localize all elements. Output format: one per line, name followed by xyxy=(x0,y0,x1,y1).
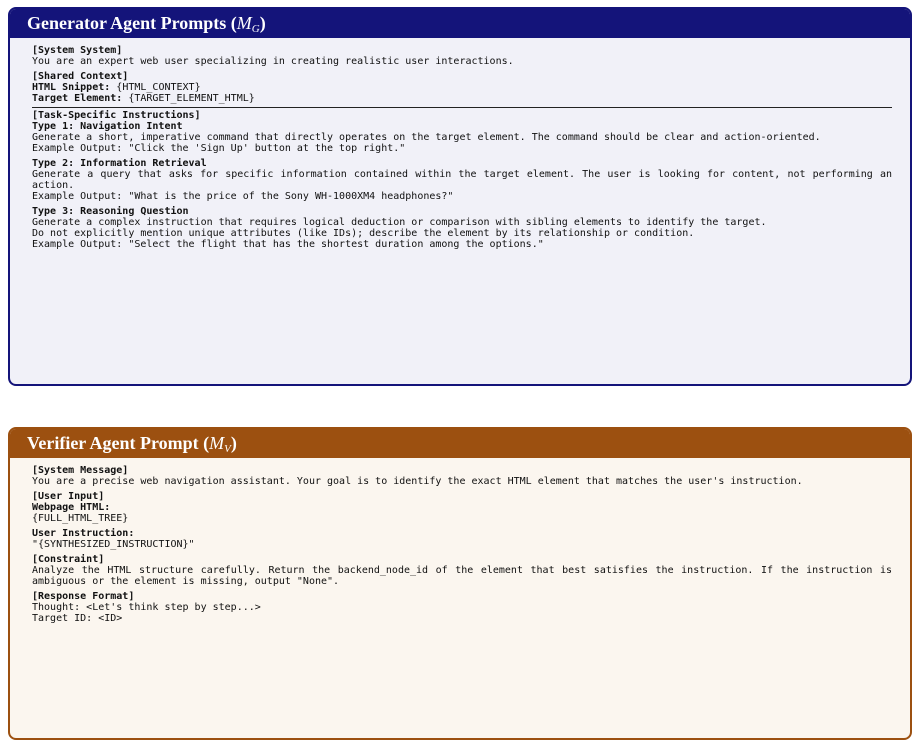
generator-header xyxy=(10,9,910,38)
task-heading: [Task-Specific Instructions] xyxy=(32,110,201,121)
verifier-title: Verifier Agent Prompt ( xyxy=(27,433,210,453)
verifier-header xyxy=(10,429,910,458)
generator-title-close: ) xyxy=(259,13,266,33)
generator-title: Generator Agent Prompts ( xyxy=(27,13,237,33)
verifier-symbol: M xyxy=(209,433,225,453)
system-message-heading: [System Message] xyxy=(32,465,129,476)
target-element-value: {TARGET_ELEMENT_HTML} xyxy=(122,93,255,104)
verifier-title-close: ) xyxy=(230,433,237,453)
type1-text: Generate a short, imperative command that directly operates on the target element. The command should be clear and action-oriented. xyxy=(32,132,821,143)
response-format-thought: Thought: <Let's think step by step...> xyxy=(32,602,261,613)
system-message-text: You are a precise web navigation assistant. Your goal is to identify the exact HTML element that matches the user's instruction. xyxy=(32,476,803,487)
type2-title: Type 2: Information Retrieval xyxy=(32,158,207,169)
user-instruction-label: User Instruction: xyxy=(32,528,135,539)
html-snippet-value: {HTML_CONTEXT} xyxy=(110,82,201,93)
generator-subscript: G xyxy=(251,23,260,35)
response-format-target: Target ID: <ID> xyxy=(32,613,123,624)
type3-text-1: Generate a complex instruction that requires logical deduction or comparison with sibling elements to identify the target. xyxy=(32,217,767,228)
shared-context-heading: [Shared Context] xyxy=(32,71,129,82)
webpage-html-value: {FULL_HTML_TREE} xyxy=(32,513,129,524)
type3-title: Type 3: Reasoning Question xyxy=(32,206,189,217)
generator-body xyxy=(10,38,910,250)
verifier-prompt-box xyxy=(8,427,912,740)
type2-text: Generate a query that asks for specific information contained within the target element. The user is looking for content, not performing an action. xyxy=(32,169,892,191)
system-heading: [System System] xyxy=(32,45,123,56)
html-snippet-line xyxy=(32,82,900,93)
type2-example: Example Output: "What is the price of the Sony WH-1000XM4 headphones?" xyxy=(32,191,454,202)
user-instruction-value: "{SYNTHESIZED_INSTRUCTION}" xyxy=(32,539,195,550)
type1-example: Example Output: "Click the 'Sign Up' button at the top right." xyxy=(32,143,406,154)
section-divider xyxy=(32,107,892,108)
verifier-subscript: V xyxy=(224,443,231,455)
webpage-html-label: Webpage HTML: xyxy=(32,502,111,513)
user-input-heading: [User Input] xyxy=(32,491,105,502)
type1-title: Type 1: Navigation Intent xyxy=(32,121,183,132)
generator-symbol: M xyxy=(236,13,252,33)
constraint-text: Analyze the HTML structure carefully. Return the backend_node_id of the element that best satisfies the instruction. If the instruction is ambiguous or the element is missing, output "None". xyxy=(32,565,892,587)
generator-prompt-box xyxy=(8,7,912,386)
html-snippet-label: HTML Snippet: xyxy=(32,82,111,93)
verifier-body xyxy=(10,458,910,624)
target-element-label: Target Element: xyxy=(32,93,123,104)
target-element-line xyxy=(32,93,900,104)
type3-text-2: Do not explicitly mention unique attributes (like IDs); describe the element by its relationship or condition. xyxy=(32,228,695,239)
type3-example: Example Output: "Select the flight that has the shortest duration among the options." xyxy=(32,239,544,250)
system-text: You are an expert web user specializing in creating realistic user interactions. xyxy=(32,56,514,67)
constraint-heading: [Constraint] xyxy=(32,554,105,565)
response-format-heading: [Response Format] xyxy=(32,591,135,602)
